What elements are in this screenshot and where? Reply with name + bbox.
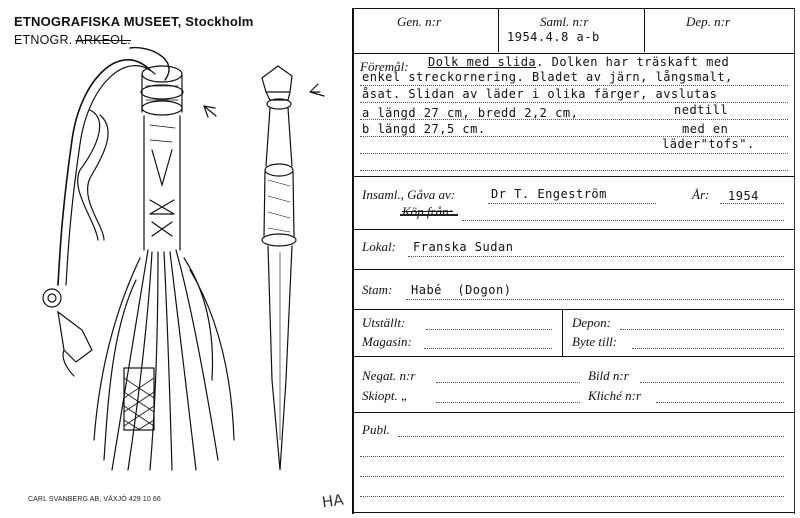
utstallt-label: Utställt: — [362, 315, 406, 330]
foremal-dotline-4 — [360, 136, 788, 137]
publ-label: Publ. — [362, 422, 390, 437]
depon-dotline — [620, 329, 784, 330]
divider-after-insaml — [354, 229, 795, 230]
foremal-line-1 — [428, 55, 729, 69]
gen-number-label: Gen. n:r — [397, 14, 442, 29]
foremal-line-4-right: nedtill — [674, 103, 729, 117]
stam-value: Habé (Dogon) — [411, 283, 512, 297]
kop-label: Köp från: — [402, 204, 453, 219]
lokal-value: Franska Sudan — [413, 240, 514, 254]
byte-till-dotline — [632, 348, 784, 349]
publ-dotline-4 — [360, 496, 784, 497]
publ-dotline-1 — [398, 436, 784, 437]
insaml-label: Insaml., Gåva av: — [362, 187, 456, 202]
foremal-dotline-6 — [360, 170, 788, 171]
foremal-line-5: b längd 27,5 cm. — [362, 122, 486, 136]
depon-label: Depon: — [572, 315, 611, 330]
dep-number-label: Dep. n:r — [686, 14, 731, 29]
year-dotline — [720, 203, 784, 204]
kliche-label: Kliché n:r — [588, 388, 642, 403]
skiopt-dotline — [436, 402, 580, 403]
magasin-dotline — [424, 348, 552, 349]
byte-till-label: Byte till: — [572, 334, 618, 349]
saml-number-label: Saml. n:r — [540, 14, 589, 29]
illustration-panel — [0, 0, 352, 518]
divider-after-foremal — [354, 176, 795, 177]
form-bottom-border — [354, 512, 795, 513]
divider-after-utstallt — [354, 356, 795, 357]
foremal-title: Dolk med slida — [428, 55, 537, 69]
form-right-border — [794, 8, 795, 514]
foremal-line1-rest: . Dolken har träskaft med — [536, 55, 730, 69]
department-prefix: ETNOGR. — [14, 33, 73, 47]
publ-dotline-3 — [360, 476, 784, 477]
kliche-dotline — [656, 402, 784, 403]
lokal-label: Lokal: — [362, 239, 396, 254]
kop-scratch — [400, 214, 458, 216]
bild-label: Bild n:r — [588, 368, 629, 383]
foremal-line-5-right: med en — [682, 122, 729, 136]
utstallt-dotline — [426, 329, 552, 330]
stam-label: Stam: — [362, 282, 393, 297]
header-divider-2 — [644, 8, 645, 52]
divider-after-stam — [354, 309, 795, 310]
handwritten-initials: HA — [320, 490, 345, 512]
museum-city: Stockholm — [185, 14, 254, 29]
foremal-line-4: a längd 27 cm, bredd 2,2 cm, — [362, 106, 579, 120]
magasin-label: Magasin: — [362, 334, 412, 349]
divider-after-lokal — [354, 269, 795, 270]
foremal-dotline-1 — [360, 85, 788, 86]
foremal-label: Föremål: — [360, 59, 409, 74]
stam-dotline — [406, 299, 784, 300]
negat-label: Negat. n:r — [362, 368, 416, 383]
header-divider-1 — [498, 8, 499, 52]
insaml-value: Dr T. Engeström — [491, 187, 607, 201]
foremal-line-2: enkel streckornering. Bladet av järn, långsmalt, — [362, 70, 733, 84]
year-label: År: — [692, 187, 710, 202]
publ-dotline-2 — [360, 456, 784, 457]
printer-imprint: CARL SVANBERG AB, VÄXJÖ 429 10 66 — [28, 496, 161, 503]
dagger-drawing — [0, 0, 352, 518]
divider-after-negat — [354, 412, 795, 413]
negat-dotline — [436, 382, 580, 383]
skiopt-label: Skiopt. „ — [362, 388, 409, 403]
department-struck: ARKEOL. — [75, 33, 131, 47]
museum-name-text: ETNOGRAFISKA MUSEET, — [14, 14, 182, 29]
insaml-dotline — [488, 203, 656, 204]
kop-dotline — [462, 220, 784, 221]
foremal-line-3: åsat. Slidan av läder i olika färger, avslutas — [362, 87, 718, 101]
foremal-dotline-5 — [360, 153, 788, 154]
year-value: 1954 — [728, 189, 759, 203]
lokal-dotline — [408, 256, 784, 257]
foremal-dotline-2 — [360, 102, 788, 103]
utstallt-depon-divider — [562, 310, 563, 356]
foremal-line-6-right: läder"tofs". — [662, 137, 755, 151]
foremal-dotline-3 — [360, 119, 788, 120]
form-left-border — [352, 8, 354, 514]
bild-dotline — [640, 382, 784, 383]
saml-number-value: 1954.4.8 a-b — [507, 30, 600, 44]
